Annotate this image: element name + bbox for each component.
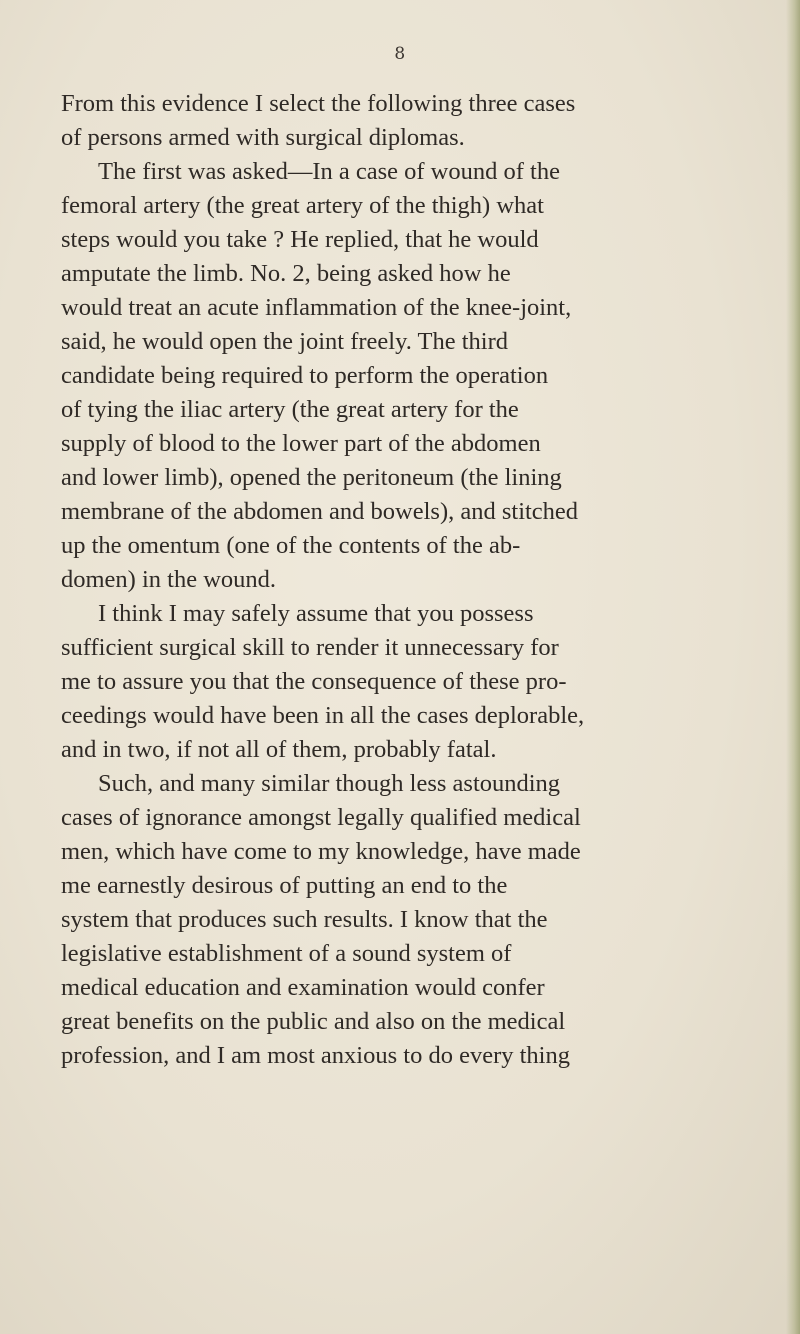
text-line: From this evidence I select the following three cases	[61, 90, 576, 117]
text-line: system that produces such results. I know that the	[61, 906, 548, 933]
text-line: up the omentum (one of the contents of the ab-	[61, 532, 521, 559]
text-line: steps would you take ? He replied, that he would	[61, 226, 539, 253]
text-line: me to assure you that the consequence of these pro-	[61, 668, 567, 695]
page-number: 8	[394, 44, 406, 64]
text-line: ceedings would have been in all the cases deplorable,	[61, 702, 585, 729]
text-line: would treat an acute inflammation of the knee-joint,	[61, 294, 572, 321]
text-line: medical education and examination would confer	[61, 974, 545, 1001]
page-edge-shadow	[786, 0, 800, 1334]
text-line: of tying the iliac artery (the great artery for the	[61, 396, 519, 423]
text-line: great benefits on the public and also on the medical	[61, 1008, 566, 1035]
text-line: domen) in the wound.	[61, 566, 277, 593]
text-line: amputate the limb. No. 2, being asked how he	[61, 260, 511, 287]
text-line: The first was asked—In a case of wound of the	[98, 158, 560, 185]
text-line: and in two, if not all of them, probably fatal.	[61, 736, 497, 763]
text-line: candidate being required to perform the operation	[61, 362, 549, 389]
text-line: me earnestly desirous of putting an end to the	[61, 872, 508, 899]
text-line: sufficient surgical skill to render it unnecessary for	[61, 634, 559, 661]
text-line: I think I may safely assume that you possess	[98, 600, 534, 627]
text-line: supply of blood to the lower part of the abdomen	[61, 430, 541, 457]
text-line: femoral artery (the great artery of the thigh) what	[61, 192, 544, 219]
text-line: and lower limb), opened the peritoneum (the lining	[61, 464, 562, 491]
text-line: profession, and I am most anxious to do every thing	[61, 1042, 570, 1069]
text-line: men, which have come to my knowledge, have made	[61, 838, 581, 865]
text-line: Such, and many similar though less astounding	[98, 770, 561, 797]
text-line: said, he would open the joint freely. The third	[61, 328, 509, 355]
text-line: of persons armed with surgical diplomas.	[61, 124, 465, 151]
text-line: membrane of the abdomen and bowels), and stitched	[61, 498, 579, 525]
text-line: cases of ignorance amongst legally qualified medical	[61, 804, 581, 831]
text-line: legislative establishment of a sound system of	[61, 940, 512, 967]
